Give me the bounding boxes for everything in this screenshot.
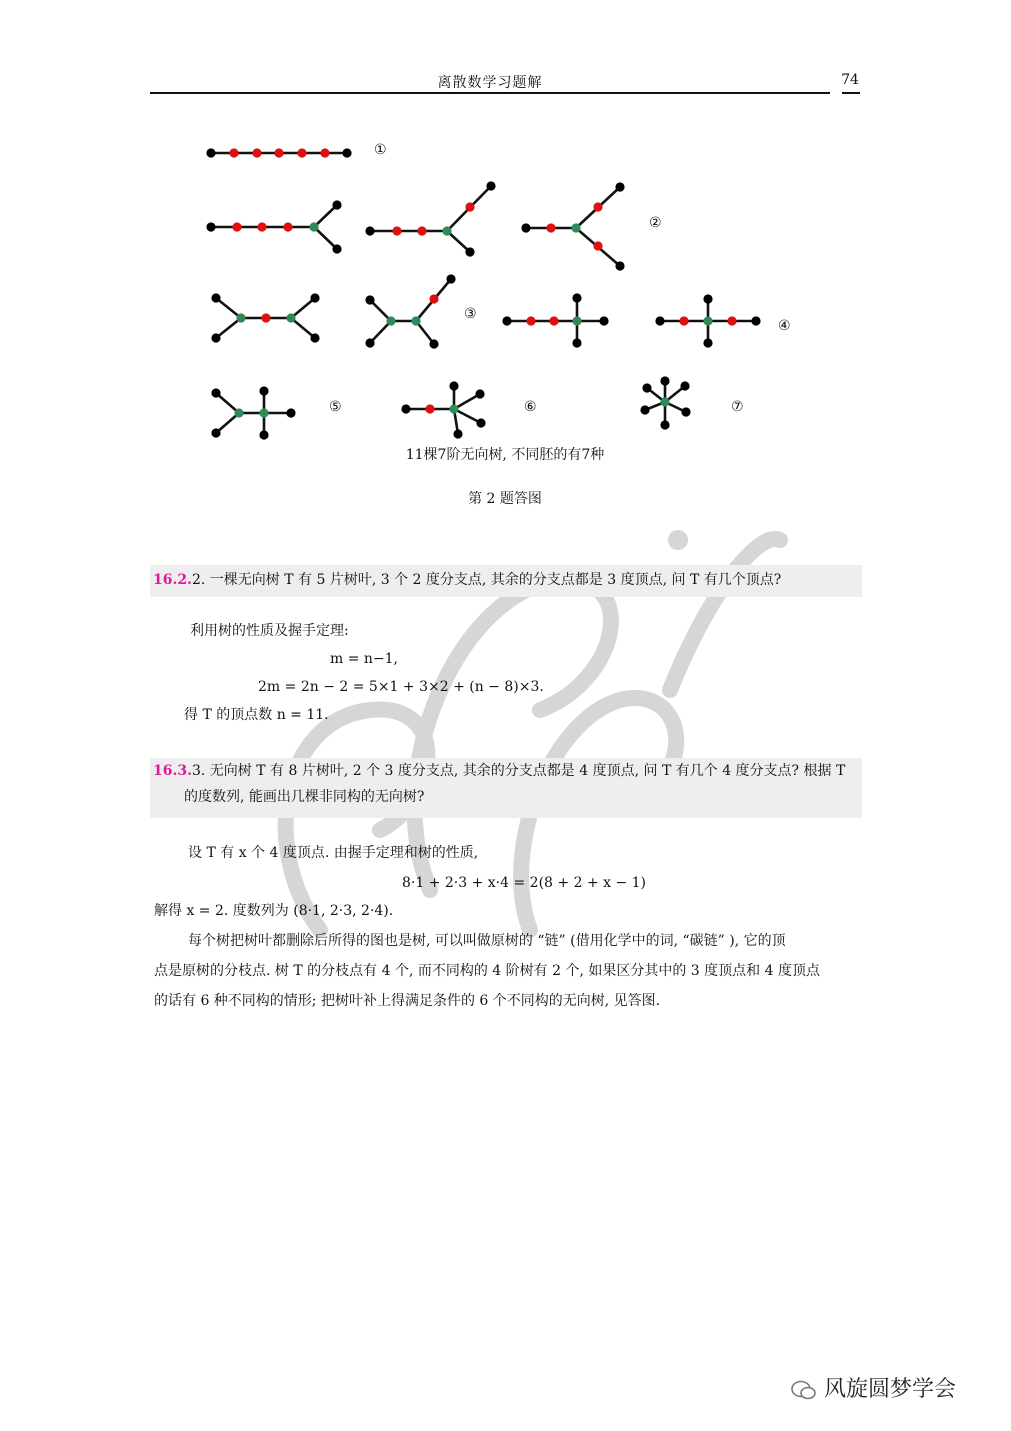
tree-vertex-leaf: [401, 404, 410, 413]
tree-vertex-deg2: [549, 316, 558, 325]
tree-vertex-deg2: [679, 316, 688, 325]
tree-vertex-deg2: [593, 202, 602, 211]
tree-vertex-deg2: [261, 313, 270, 322]
figure-label-1: ①: [374, 142, 387, 158]
tree-vertex-branch: [411, 316, 420, 325]
tree-vertex-leaf: [502, 316, 511, 325]
tree-vertex-leaf: [449, 381, 458, 390]
figure-label-5: ⑤: [329, 399, 342, 415]
tree-vertex-leaf: [655, 316, 664, 325]
tree-vertex-deg2: [425, 404, 434, 413]
tree-vertex-leaf: [703, 338, 712, 347]
tree-vertex-deg2: [727, 316, 736, 325]
tree-vertex-deg2: [593, 241, 602, 250]
figure-label-3: ③: [464, 306, 477, 322]
running-header-title: 离散数学习题解: [437, 75, 543, 91]
tree-vertex-leaf: [429, 339, 438, 348]
tree-vertex-leaf: [211, 388, 220, 397]
footer-brand-text: 风旋圆梦学会: [824, 1377, 957, 1402]
tree-vertex-deg2: [417, 226, 426, 235]
tree-vertex-leaf: [365, 226, 374, 235]
question-16-3: [150, 758, 862, 818]
answer-line: 解得 x = 2. 度数列为 (8·1, 2·3, 2·4).: [154, 903, 394, 919]
tree-vertex-leaf: [703, 294, 712, 303]
tree-vertex-deg2: [429, 294, 438, 303]
answer-line: 的话有 6 种不同构的情形; 把树叶补上得满足条件的 6 个不同构的无向树, 见答图.: [154, 993, 661, 1009]
tree-vertex-branch: [660, 397, 669, 406]
tree-vertex-leaf: [332, 200, 341, 209]
figure-caption: 11棵7阶无向树, 不同胚的有7种: [405, 447, 605, 463]
tree-vertex-deg2: [392, 226, 401, 235]
tree-vertex-leaf: [476, 418, 485, 427]
tree-vertex-leaf: [680, 381, 689, 390]
footer-brand: [790, 1372, 956, 1403]
tree-vertex-branch: [442, 226, 451, 235]
tree-vertex-deg2: [229, 148, 238, 157]
tree-vertex-leaf: [206, 222, 215, 231]
question-text: 3. 无向树 T 有 8 片树叶, 2 个 3 度分支点, 其余的分支点都是 4 度顶点, 问 T 有几个 4 度分支点? 根据 T: [191, 763, 846, 779]
tree-vertex-leaf: [310, 333, 319, 342]
tree-vertex-branch: [572, 316, 581, 325]
equation-line: 2m = 2n − 2 = 5×1 + 3×2 + (n − 8)×3.: [258, 679, 544, 695]
tree-vertex-leaf: [211, 333, 220, 342]
tree-vertex-branch: [234, 408, 243, 417]
tree-vertex-leaf: [640, 405, 649, 414]
tree-vertex-deg2: [526, 316, 535, 325]
tree-vertex-leaf: [465, 247, 474, 256]
figure-label-6: ⑥: [524, 399, 537, 415]
tree-vertex-branch: [571, 223, 580, 232]
tree-vertex-leaf: [286, 408, 295, 417]
tree-vertex-deg2: [465, 202, 474, 211]
tree-vertex-branch: [236, 313, 245, 322]
tree-figure: [0, 0, 1011, 480]
tree-vertex-deg2: [232, 222, 241, 231]
figure-title: 第 2 题答图: [468, 491, 542, 507]
tree-vertex-leaf: [206, 148, 215, 157]
question-number: 16.3.: [153, 763, 192, 779]
tree-vertex-leaf: [599, 316, 608, 325]
tree-vertex-leaf: [681, 407, 690, 416]
tree-vertex-leaf: [365, 338, 374, 347]
page-number: 74: [841, 72, 859, 88]
figure-label-4: ④: [778, 318, 791, 334]
answer-line: 设 T 有 x 个 4 度顶点. 由握手定理和树的性质,: [188, 845, 479, 861]
tree-vertex-deg2: [297, 148, 306, 157]
tree-vertex-leaf: [751, 316, 760, 325]
tree-vertex-deg2: [320, 148, 329, 157]
tree-vertex-leaf: [660, 420, 669, 429]
tree-vertex-leaf: [572, 293, 581, 302]
tree-vertex-leaf: [615, 261, 624, 270]
tree-vertex-leaf: [310, 293, 319, 302]
answer-line: 利用树的性质及握手定理:: [190, 623, 349, 639]
equation-line: m = n−1,: [330, 651, 399, 667]
tree-vertex-deg2: [257, 222, 266, 231]
tree-vertex-branch: [286, 313, 295, 322]
tree-vertex-leaf: [475, 389, 484, 398]
tree-vertex-leaf: [365, 295, 374, 304]
tree-vertex-leaf: [453, 429, 462, 438]
tree-vertex-leaf: [259, 386, 268, 395]
answer-line: 得 T 的顶点数 n = 11.: [184, 707, 329, 723]
tree-vertex-leaf: [642, 383, 651, 392]
tree-vertex-leaf: [521, 223, 530, 232]
tree-vertex-branch: [259, 408, 268, 417]
equation-line: 8·1 + 2·3 + x·4 = 2(8 + 2 + x − 1): [402, 875, 647, 891]
tree-vertex-deg2: [546, 223, 555, 232]
tree-vertex-leaf: [259, 430, 268, 439]
tree-vertex-branch: [703, 316, 712, 325]
question-text: 2. 一棵无向树 T 有 5 片树叶, 3 个 2 度分支点, 其余的分支点都是 3 度顶点, 问 T 有几个顶点?: [191, 572, 782, 588]
tree-vertex-deg2: [274, 148, 283, 157]
answer-line: 每个树把树叶都删除后所得的图也是树, 可以叫做原树的 “链” (借用化学中的词, “碳链” ), 它的顶: [188, 933, 786, 949]
figure-label-7: ⑦: [731, 399, 744, 415]
tree-vertex-leaf: [615, 182, 624, 191]
tree-vertex-deg2: [283, 222, 292, 231]
tree-vertex-leaf: [211, 428, 220, 437]
wechat-icon: [790, 1379, 818, 1401]
question-text: 的度数列, 能画出几棵非同构的无向树?: [184, 789, 425, 805]
answer-line: 点是原树的分枝点. 树 T 的分枝点有 4 个, 而不同构的 4 阶树有 2 个, 如果区分其中的 3 度顶点和 4 度顶点: [154, 963, 820, 979]
tree-vertex-leaf: [446, 274, 455, 283]
question-number: 16.2.: [153, 572, 192, 588]
tree-vertex-leaf: [332, 244, 341, 253]
figure-label-2: ②: [649, 215, 662, 231]
tree-vertex-branch: [449, 404, 458, 413]
tree-vertex-leaf: [572, 338, 581, 347]
tree-vertex-deg2: [252, 148, 261, 157]
tree-vertex-leaf: [486, 181, 495, 190]
question-16-2: [150, 565, 862, 597]
tree-vertex-leaf: [211, 293, 220, 302]
tree-vertex-leaf: [660, 376, 669, 385]
tree-vertex-branch: [386, 316, 395, 325]
tree-vertex-branch: [309, 222, 318, 231]
tree-vertex-leaf: [342, 148, 351, 157]
